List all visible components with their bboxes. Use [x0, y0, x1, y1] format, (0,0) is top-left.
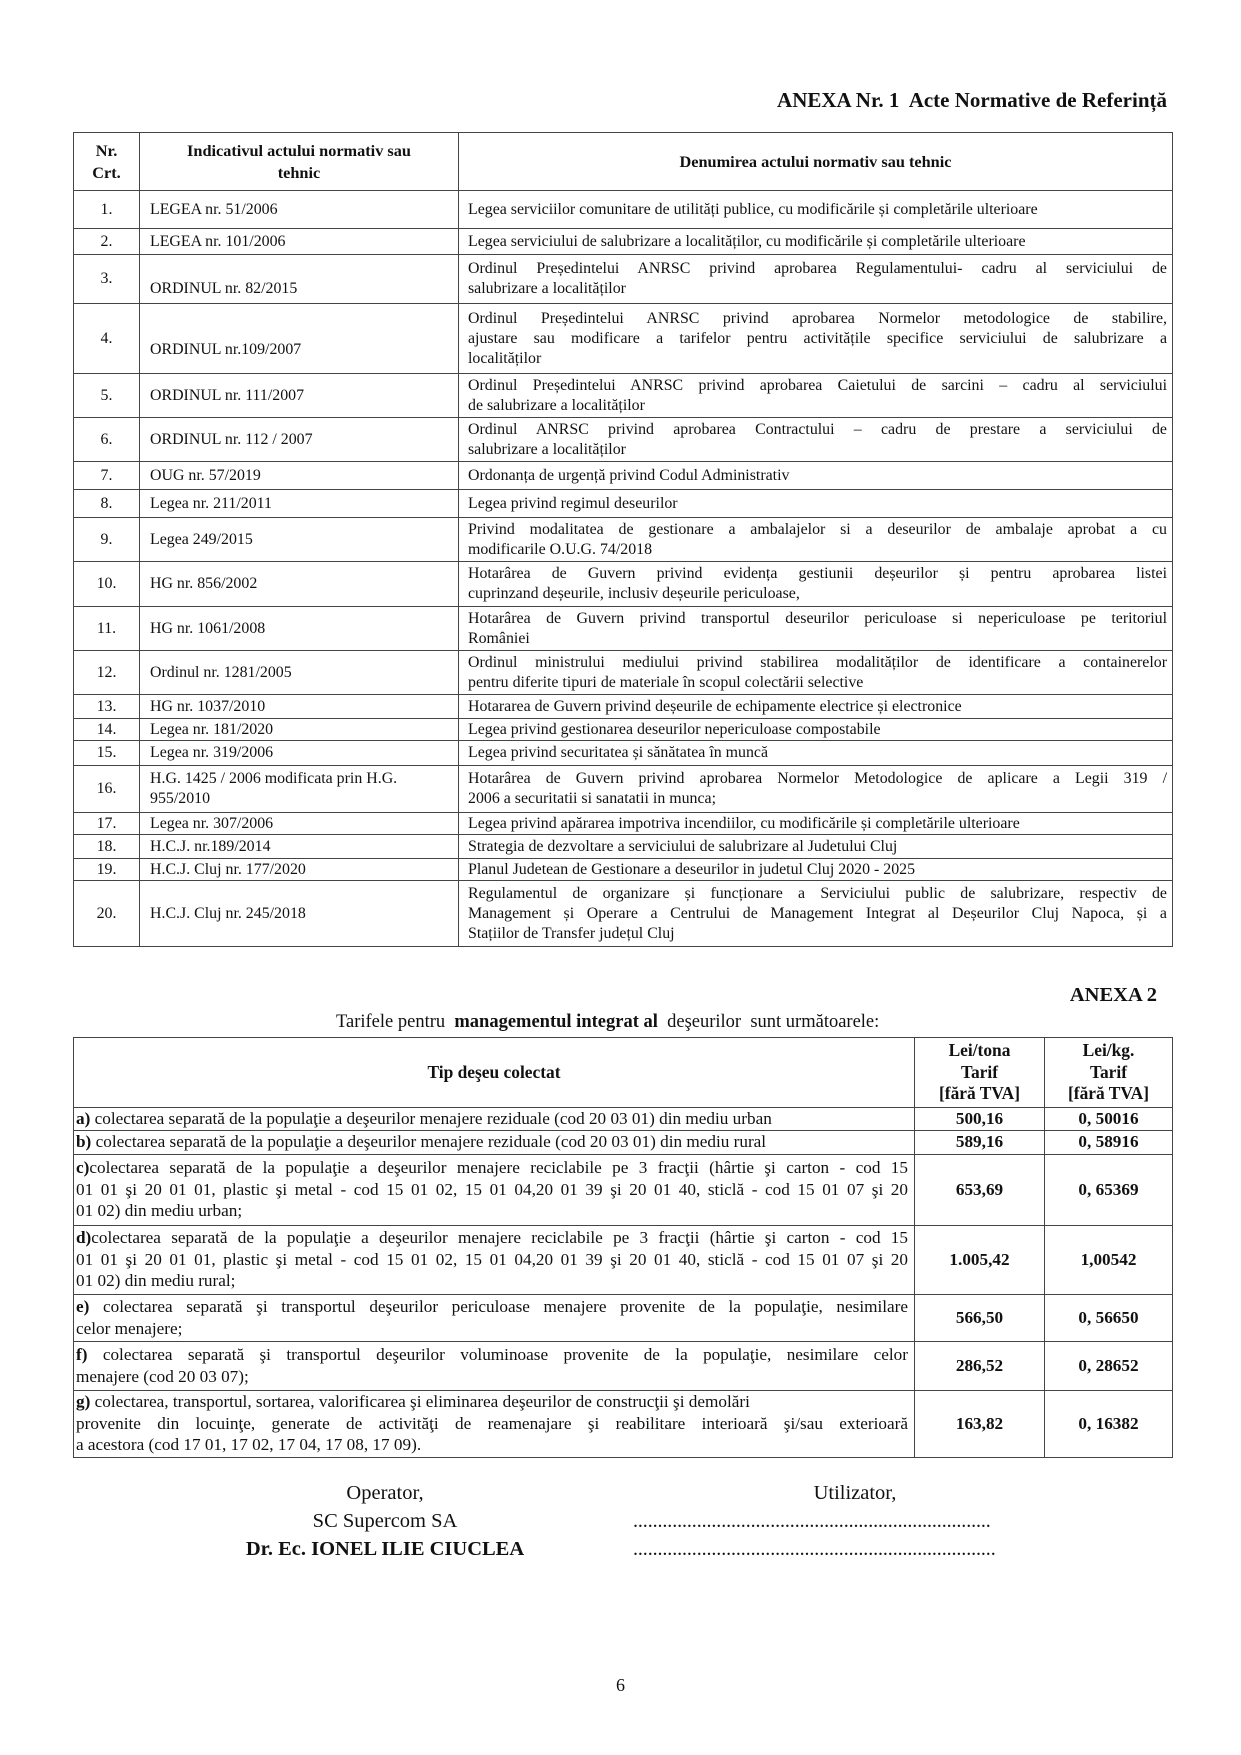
- table-row: [74, 229, 1173, 255]
- cell-nr-crt: 9.: [74, 518, 140, 562]
- annex2-subtitle: [336, 1013, 879, 1032]
- table-row: [74, 719, 1173, 741]
- header-line: Denumirea actului normativ sau tehnic: [679, 151, 952, 171]
- act-name-line: României: [468, 629, 530, 647]
- act-code-line: ORDINUL nr. 112 / 2007: [150, 430, 313, 448]
- waste-type-text: colectarea separată şi transportul deşeurilor periculoase menajere provenite de la populaţie, nesimilare: [89, 1297, 908, 1316]
- act-code-line: LEGEA nr. 101/2006: [150, 232, 286, 250]
- page-number: 6: [616, 1675, 625, 1695]
- cell-act-name: [459, 229, 1173, 255]
- cell-act-code: [140, 562, 459, 607]
- act-name-line: Legea privind gestionarea deseurilor nepericuloase compostabile: [468, 720, 881, 738]
- cell-act-code: [140, 766, 459, 813]
- waste-type-text: colectarea separată de la populaţie a deşeurilor menajere reciclabile pe 3 fracţii (hârtie şi carton - cod 15: [89, 1158, 908, 1178]
- subtitle-bold-text: managementul integrat al: [454, 1012, 658, 1032]
- cell-nr-crt: 8.: [74, 490, 140, 518]
- act-name-line: Hotararea de Guvern privind deșeurile de echipamente electrice și electronice: [468, 697, 962, 715]
- waste-type-text: colectarea separată de la populaţie a deşeurilor menajere reziduale (cod 20 03 01) din mediu rural: [91, 1132, 767, 1152]
- cell-waste-type: [74, 1341, 915, 1390]
- table-row: [74, 490, 1173, 518]
- table-row: [74, 462, 1173, 490]
- header-nr-crt: [74, 133, 140, 191]
- cell-act-code: [140, 695, 459, 719]
- operator-company: SC Supercom SA: [312, 1510, 458, 1532]
- act-name-line: cuprinzand deșeurile, inclusiv deșeurile periculoase,: [468, 585, 800, 602]
- waste-type-line: [76, 1318, 908, 1340]
- act-name-line: Hotarârea de Guvern privind transportul deseurilor periculoase si nepericuloase pe teritoriul: [468, 609, 1167, 627]
- cell-act-name: [459, 418, 1173, 462]
- act-name-line: Ordonanța de urgență privind Codul Administrativ: [468, 466, 790, 484]
- tariff-per-kg: 0, 58916: [1045, 1130, 1173, 1154]
- table-row: [74, 835, 1173, 859]
- waste-type-text: colectarea separată de la populaţie a deşeurilor menajere reziduale (cod 20 03 01) din mediu urban: [90, 1109, 772, 1128]
- table-row: [74, 1225, 1173, 1294]
- operator-signature-block: [185, 1479, 585, 1563]
- cell-act-name: [459, 881, 1173, 947]
- cell-act-name: [459, 695, 1173, 719]
- cell-act-code: [140, 859, 459, 881]
- cell-act-name: [459, 607, 1173, 651]
- waste-type-line: [76, 1249, 908, 1271]
- cell-act-code: [140, 741, 459, 766]
- act-name-line: modificarile O.U.G. 74/2018: [468, 540, 653, 558]
- item-letter: b): [76, 1132, 92, 1152]
- tariffs-table: [73, 1037, 1173, 1458]
- waste-type-text: colectarea separată şi transportul deşeurilor voluminoase provenite de la populaţie, nesimilare celor: [87, 1345, 908, 1364]
- item-letter: a): [76, 1109, 91, 1128]
- cell-nr-crt: 5.: [74, 374, 140, 418]
- cell-act-code: [140, 518, 459, 562]
- header-tariff-per-ton: [915, 1038, 1045, 1108]
- act-name-line: pentru diferite tipuri de materiale în scopul colectării selective: [468, 673, 864, 691]
- tariff-per-kg: 0, 28652: [1045, 1341, 1173, 1390]
- act-name-line: Ordinul Președintelui ANRSC privind aprobarea Regulamentului- cadru al serviciului de: [468, 260, 1167, 277]
- cell-nr-crt: 1.: [74, 191, 140, 229]
- act-code-line: HG nr. 1061/2008: [150, 619, 266, 637]
- header-act-name: [459, 133, 1173, 191]
- cell-waste-type: [74, 1225, 915, 1294]
- table-row: [74, 1294, 1173, 1341]
- waste-type-text: 01 01 şi 20 01 01, plastic şi metal - cod 15 01 02, 15 01 04,20 01 39 şi 20 01 40, sticlă - cod 15 01 07 şi 20: [76, 1249, 908, 1269]
- cell-act-code: [140, 304, 459, 374]
- act-code-line: Legea 249/2015: [150, 530, 253, 548]
- cell-nr-crt: 11.: [74, 607, 140, 651]
- waste-type-text: a acestora (cod 17 01, 17 02, 17 04, 17 08, 17 09).: [76, 1435, 422, 1455]
- header-line: Nr.: [95, 140, 118, 160]
- waste-type-line: [76, 1157, 908, 1179]
- table-row: [74, 1154, 1173, 1225]
- act-name-line: salubrizare a localităților: [468, 440, 626, 458]
- header-line: tehnic: [277, 162, 321, 182]
- cell-nr-crt: 14.: [74, 719, 140, 741]
- cell-nr-crt: 3.: [74, 255, 140, 304]
- act-code-line: H.C.J. Cluj nr. 177/2020: [150, 860, 306, 878]
- waste-type-line: [76, 1270, 908, 1292]
- reference-acts-table: [73, 132, 1173, 947]
- act-code-line: LEGEA nr. 51/2006: [150, 200, 278, 218]
- cell-nr-crt: 2.: [74, 229, 140, 255]
- cell-act-name: [459, 518, 1173, 562]
- user-signature-line-1: .........................................................................: [633, 1510, 991, 1532]
- table-row: [74, 881, 1173, 947]
- act-code-line: Ordinul nr. 1281/2005: [150, 663, 292, 681]
- table-row: [74, 418, 1173, 462]
- act-name-line: 2006 a securitatii si sanatatii in munca;: [468, 790, 717, 807]
- cell-nr-crt: 6.: [74, 418, 140, 462]
- user-signature-line-2: ..........................................................................: [633, 1538, 996, 1560]
- act-name-line: Hotarârea de Guvern privind evidența gestiunii deșeurilor și pentru aprobarea listei: [468, 565, 1167, 582]
- cell-act-code: [140, 835, 459, 859]
- act-name-line: Ordinul ministrului mediului privind stabilirea modalităților de identificare a containerelor: [468, 653, 1167, 671]
- header-line: [fără TVA]: [1068, 1083, 1149, 1104]
- table-row: [74, 562, 1173, 607]
- cell-act-name: [459, 462, 1173, 490]
- act-name-line: Privind modalitatea de gestionare a ambalajelor si a deseurilor de ambalaje aprobat a cu: [468, 520, 1167, 538]
- act-name-line: Legea serviciului de salubrizare a localităților, cu modificările și completările ulterioare: [468, 232, 1026, 250]
- cell-act-code: [140, 229, 459, 255]
- waste-type-line: [76, 1200, 908, 1222]
- act-code-line: ORDINUL nr. 82/2015: [150, 280, 298, 297]
- table-row: [74, 374, 1173, 418]
- waste-type-text: colectarea, transportul, sortarea, valorificarea şi eliminarea deşeurilor de construcţii şi demolări: [90, 1392, 750, 1412]
- waste-type-line: [76, 1366, 908, 1388]
- cell-waste-type: [74, 1108, 915, 1131]
- cell-act-code: [140, 651, 459, 695]
- cell-nr-crt: 20.: [74, 881, 140, 947]
- act-name-line: Legea privind securitatea și sănătatea în muncă: [468, 744, 769, 761]
- act-name-line: Regulamentul de organizare și funcționare a Serviciului public de salubrizare, respectiv de: [468, 884, 1167, 902]
- cell-nr-crt: 4.: [74, 304, 140, 374]
- cell-act-name: [459, 304, 1173, 374]
- act-code-line: H.C.J. nr.189/2014: [150, 837, 271, 855]
- cell-waste-type: [74, 1390, 915, 1457]
- item-letter: f): [76, 1345, 88, 1364]
- header-line: Tarif: [1089, 1061, 1128, 1082]
- operator-label: Operator,: [346, 1482, 424, 1504]
- cell-act-code: [140, 813, 459, 835]
- cell-act-code: [140, 490, 459, 518]
- tariff-per-kg: 0, 16382: [1045, 1390, 1173, 1457]
- waste-type-text: 01 02) din mediu urban;: [76, 1201, 243, 1221]
- tariff-per-ton: 566,50: [915, 1294, 1045, 1341]
- cell-act-name: [459, 859, 1173, 881]
- act-name-line: Ordinul Președintelui ANRSC privind aprobarea Normelor metodologice de stabilire,: [468, 309, 1167, 327]
- table-row: [74, 255, 1173, 304]
- act-name-line: Ordinul Președintelui ANRSC privind aprobarea Caietului de sarcini – cadru al serviciului: [468, 376, 1167, 394]
- tariff-per-ton: 163,82: [915, 1390, 1045, 1457]
- cell-nr-crt: 17.: [74, 813, 140, 835]
- waste-type-line: [76, 1391, 908, 1413]
- cell-act-name: [459, 766, 1173, 813]
- item-letter: c): [76, 1158, 90, 1178]
- table-header-row: [74, 1038, 1173, 1108]
- waste-type-text: menajere (cod 20 03 07);: [76, 1366, 249, 1386]
- cell-nr-crt: 18.: [74, 835, 140, 859]
- item-letter: d): [76, 1228, 92, 1248]
- tariff-per-ton: 653,69: [915, 1154, 1045, 1225]
- cell-act-name: [459, 191, 1173, 229]
- cell-act-name: [459, 835, 1173, 859]
- tariffs-body: [74, 1108, 1173, 1458]
- cell-nr-crt: 12.: [74, 651, 140, 695]
- subtitle-text: Tarifele pentru: [336, 1012, 455, 1032]
- table-row: [74, 1341, 1173, 1390]
- act-code-line: H.C.J. Cluj nr. 245/2018: [150, 904, 306, 922]
- tariff-per-kg: 0, 56650: [1045, 1294, 1173, 1341]
- act-name-line: Management și Operare a Centrului de Management Integrat al Deșeurilor Cluj Napoca, și a: [468, 904, 1167, 922]
- table-row: [74, 1108, 1173, 1131]
- waste-type-line: [76, 1344, 908, 1366]
- act-name-line: Strategia de dezvoltare a serviciului de salubrizare al Judetului Cluj: [468, 837, 898, 855]
- cell-waste-type: [74, 1154, 915, 1225]
- act-code-line: Legea nr. 181/2020: [150, 720, 274, 738]
- act-code-line: ORDINUL nr.109/2007: [150, 341, 302, 358]
- act-code-line: ORDINUL nr. 111/2007: [150, 386, 305, 404]
- act-name-line: Ordinul ANRSC privind aprobarea Contractului – cadru de prestare a serviciului de: [468, 420, 1167, 438]
- waste-type-line: [76, 1227, 908, 1249]
- tariff-per-ton: 1.005,42: [915, 1225, 1045, 1294]
- act-name-line: Hotarârea de Guvern privind aprobarea Normelor Metodologice de aplicare a Legii 319 /: [468, 770, 1167, 787]
- waste-type-line: [76, 1131, 908, 1153]
- waste-type-line: [76, 1434, 908, 1456]
- cell-act-code: [140, 191, 459, 229]
- subtitle-text: deşeurilor sunt următoarele:: [657, 1012, 880, 1032]
- act-code-line: H.G. 1425 / 2006 modificata prin H.G.: [150, 770, 398, 787]
- cell-waste-type: [74, 1130, 915, 1154]
- table-row: [74, 1390, 1173, 1457]
- table-row: [74, 1130, 1173, 1154]
- table-row: [74, 191, 1173, 229]
- table-row: [74, 607, 1173, 651]
- cell-nr-crt: 10.: [74, 562, 140, 607]
- table-row: [74, 766, 1173, 813]
- item-letter: g): [76, 1392, 91, 1412]
- tariff-per-ton: 500,16: [915, 1108, 1045, 1131]
- cell-act-code: [140, 374, 459, 418]
- cell-waste-type: [74, 1294, 915, 1341]
- cell-act-name: [459, 374, 1173, 418]
- act-name-line: Legea serviciilor comunitare de utilități publice, cu modificările și completările ulterioare: [468, 200, 1038, 218]
- user-label: Utilizator,: [813, 1482, 897, 1504]
- item-letter: e): [76, 1297, 90, 1316]
- cell-act-name: [459, 651, 1173, 695]
- act-code-line: HG nr. 1037/2010: [150, 697, 266, 715]
- table-row: [74, 813, 1173, 835]
- table-row: [74, 304, 1173, 374]
- cell-nr-crt: 13.: [74, 695, 140, 719]
- act-code-line: HG nr. 856/2002: [150, 575, 258, 592]
- waste-type-text: 01 01 şi 20 01 01, plastic şi metal - cod 15 01 02, 15 01 04,20 01 39 şi 20 01 40, sticlă - cod 15 01 07 şi 20: [76, 1179, 908, 1199]
- header-waste-type: [74, 1038, 915, 1108]
- cell-act-code: [140, 881, 459, 947]
- act-name-line: Stațiilor de Transfer județul Cluj: [468, 924, 675, 942]
- header-line: Crt.: [92, 162, 121, 182]
- header-act-code: [140, 133, 459, 191]
- cell-act-code: [140, 462, 459, 490]
- tariff-per-kg: 1,00542: [1045, 1225, 1173, 1294]
- cell-act-name: [459, 741, 1173, 766]
- operator-representative: Dr. Ec. IONEL ILIE CIUCLEA: [245, 1538, 525, 1560]
- header-line: Tarif: [960, 1061, 999, 1082]
- act-name-line: Planul Judetean de Gestionare a deseurilor in judetul Cluj 2020 - 2025: [468, 860, 916, 878]
- cell-act-code: [140, 418, 459, 462]
- act-name-line: localităților: [468, 349, 542, 367]
- tariff-per-ton: 589,16: [915, 1130, 1045, 1154]
- waste-type-line: [76, 1179, 908, 1201]
- cell-act-name: [459, 813, 1173, 835]
- cell-act-code: [140, 719, 459, 741]
- waste-type-text: provenite din locuinţe, generate de activităţi de reamenajare şi reabilitare interioară şi/sau exterioară: [76, 1413, 908, 1433]
- table-row: [74, 741, 1173, 766]
- act-name-line: Legea privind apărarea impotriva incendiilor, cu modificările și completările ulterioare: [468, 814, 1020, 832]
- header-line: Lei/tona: [948, 1040, 1011, 1061]
- annex1-title: ANEXA Nr. 1 Acte Normative de Referință: [777, 88, 1167, 112]
- act-code-line: Legea nr. 319/2006: [150, 744, 274, 761]
- cell-act-name: [459, 562, 1173, 607]
- waste-type-line: [76, 1108, 908, 1130]
- act-name-line: de salubrizare a localităților: [468, 396, 645, 414]
- act-code-line: Legea nr. 211/2011: [150, 494, 272, 512]
- table-row: [74, 518, 1173, 562]
- annex2-title: ANEXA 2: [1069, 984, 1157, 1006]
- header-line: [fără TVA]: [939, 1083, 1020, 1104]
- waste-type-line: [76, 1296, 908, 1318]
- waste-type-text: celor menajere;: [76, 1318, 183, 1338]
- cell-nr-crt: 16.: [74, 766, 140, 813]
- act-code-line: Legea nr. 307/2006: [150, 814, 274, 832]
- table-header-row: [74, 133, 1173, 191]
- act-name-line: Legea privind regimul deseurilor: [468, 494, 678, 512]
- cell-act-name: [459, 719, 1173, 741]
- header-tariff-per-kg: [1045, 1038, 1173, 1108]
- cell-act-code: [140, 607, 459, 651]
- cell-act-code: [140, 255, 459, 304]
- act-code-line: 955/2010: [150, 790, 211, 807]
- act-name-line: salubrizare a localităților: [468, 280, 626, 297]
- waste-type-text: colectarea separată de la populaţie a deşeurilor menajere reciclabile pe 3 fracţii (hârtie şi carton - cod 15: [91, 1228, 908, 1248]
- waste-type-line: [76, 1413, 908, 1435]
- cell-act-name: [459, 255, 1173, 304]
- cell-nr-crt: 7.: [74, 462, 140, 490]
- header-line: Lei/kg.: [1082, 1040, 1135, 1061]
- waste-type-text: 01 02) din mediu rural;: [76, 1271, 236, 1291]
- tariff-per-kg: 0, 65369: [1045, 1154, 1173, 1225]
- table-row: [74, 651, 1173, 695]
- table-row: [74, 859, 1173, 881]
- act-code-line: OUG nr. 57/2019: [150, 466, 261, 484]
- header-line: Tip deşeu colectat: [427, 1061, 561, 1082]
- reference-acts-body: [74, 191, 1173, 947]
- table-row: [74, 695, 1173, 719]
- cell-nr-crt: 19.: [74, 859, 140, 881]
- header-line: Indicativul actului normativ sau: [187, 140, 411, 160]
- act-name-line: ajustare sau modificare a tarifelor pentru activitățile specifice serviciului de salubrizare a: [468, 329, 1167, 347]
- cell-act-name: [459, 490, 1173, 518]
- cell-nr-crt: 15.: [74, 741, 140, 766]
- tariff-per-ton: 286,52: [915, 1341, 1045, 1390]
- tariff-per-kg: 0, 50016: [1045, 1108, 1173, 1131]
